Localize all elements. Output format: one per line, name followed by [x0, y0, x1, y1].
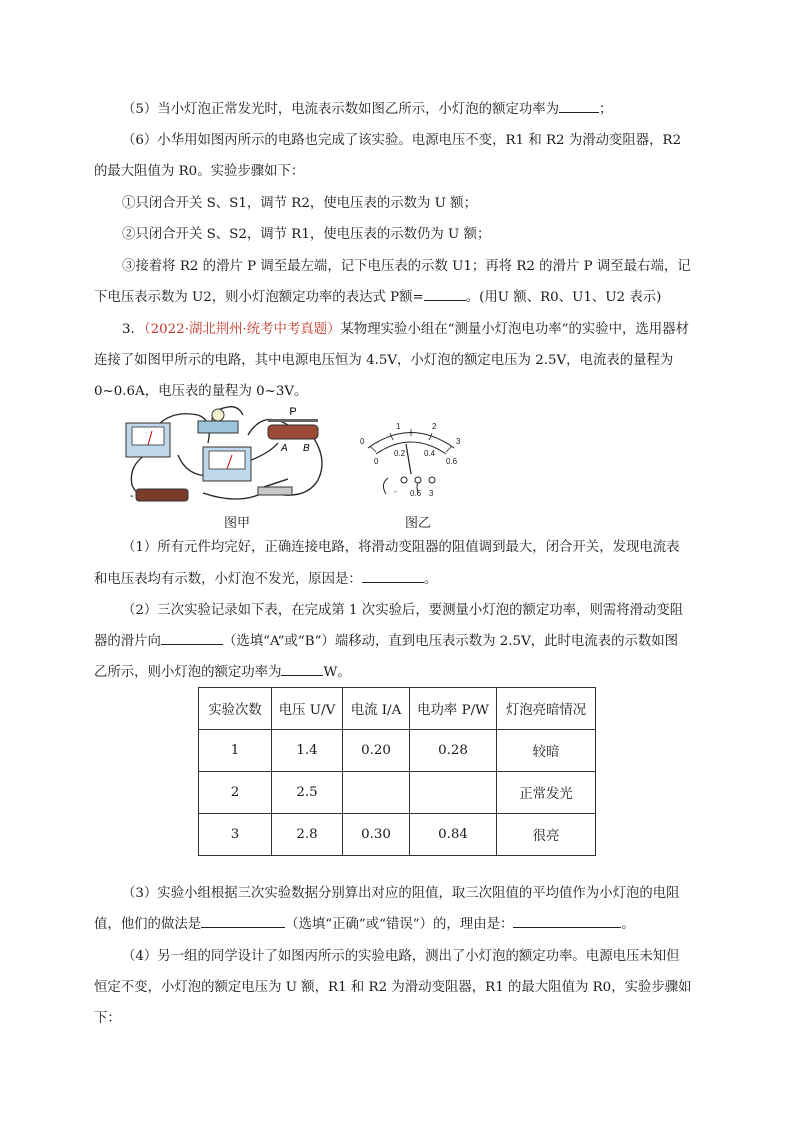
q1-line-1: （1）所有元件均完好，正确连接电路，将滑动变阻器的阻值调到最大，闭合开关，发现电流表: [122, 540, 680, 555]
scale-bottom-04: 0.4: [424, 449, 436, 458]
battery: [136, 489, 188, 501]
table-row: [199, 814, 596, 856]
q3-line-1: （3）实验小组根据三次实验数据分别算出对应的阻值，取三次阻值的平均值作为小灯泡的电阻: [122, 886, 680, 901]
voltmeter-dial: [209, 451, 245, 469]
answer-blank[interactable]: [513, 913, 621, 928]
bulb-icon: [212, 409, 224, 421]
q5-line: [122, 95, 700, 125]
q4-line-2: 恒定不变，小灯泡的额定电压为 U 额，R1 和 R2 为滑动变阻器，R1 的最大阻值为 R0，实验步骤如: [94, 980, 692, 995]
q3-intro-line-3: 0~0.6A，电压表的量程为 0~3V。: [94, 384, 308, 399]
q2-line-1: （2）三次实验记录如下表，在完成第 1 次实验后，要测量小灯泡的额定功率，则需将滑动变阻: [122, 603, 684, 618]
rheostat-rail: [268, 419, 318, 422]
switch: [258, 487, 292, 495]
scale-top-3: 3: [456, 437, 461, 446]
q2-line-2: [94, 627, 700, 657]
table-cell: 2.5: [272, 772, 343, 814]
figure-jia-caption: 图甲: [224, 516, 251, 531]
scale-top-0: 0: [360, 437, 365, 446]
table-header: 电压 U/V: [272, 688, 343, 730]
answer-blank[interactable]: [559, 98, 599, 113]
table-row: [199, 772, 596, 814]
wire: [383, 478, 388, 494]
table-header: 灯泡亮暗情况: [497, 688, 596, 730]
q3-intro-line-1: [122, 315, 700, 345]
scale-bottom-02: 0.2: [394, 449, 406, 458]
label-b: B: [303, 443, 310, 454]
scale-top-2: 2: [432, 422, 437, 431]
circuit-figure-jia: [118, 405, 328, 507]
data-table: [198, 687, 596, 856]
figure-yi-caption: 图乙: [405, 516, 432, 531]
table-cell: 0.28: [410, 730, 497, 772]
question-source: （2022·湖北荆州·统考中考真题）: [143, 322, 341, 337]
q3-text: 值，他们的做法是: [94, 917, 202, 932]
q4-line-3: 下：: [94, 1011, 121, 1026]
answer-blank[interactable]: [362, 568, 424, 583]
q2-text-2: 乙所示，则小灯泡的额定功率为: [94, 665, 282, 680]
terminal-icon: [415, 477, 421, 483]
table-header-row: [199, 688, 596, 730]
table-header: 电功率 P/W: [410, 688, 497, 730]
table-cell-empty[interactable]: [410, 772, 497, 814]
q3-line-2: [94, 910, 700, 940]
label-a: A: [281, 443, 288, 454]
table-row: [199, 730, 596, 772]
scale-bottom-0: 0: [374, 457, 379, 466]
scale-top-1: 1: [396, 422, 401, 431]
table-header: 实验次数: [199, 688, 272, 730]
q2-line-3: [94, 658, 700, 688]
terminal-icon: [401, 477, 407, 483]
table-cell: 0.20: [343, 730, 410, 772]
q6-line-1: （6）小华用如图丙所示的电路也完成了该实验。电源电压不变，R1 和 R2 为滑动变阻器，R2: [122, 133, 682, 148]
table-cell: 3: [199, 814, 272, 856]
rheostat: [268, 425, 318, 439]
answer-blank[interactable]: [281, 661, 323, 676]
q4-line-1: （4）另一组的同学设计了如图丙所示的实验电路，测出了小灯泡的额定功率。电源电压未知但: [122, 949, 680, 964]
table-cell: 1: [199, 730, 272, 772]
terminal-minus: -: [394, 487, 397, 496]
q3-intro-line-2: 连接了如图甲所示的电路，其中电源电压恒为 4.5V，小灯泡的额定电压为 2.5V，电流表的量程为: [94, 353, 674, 368]
lamp-holder: [198, 421, 238, 433]
dial-ticks: [370, 429, 452, 452]
wire: [203, 493, 263, 499]
answer-blank[interactable]: [161, 630, 223, 645]
q2-tail: （选填“A”或“B”）端移动，直到电压表示数为 2.5V，此时电流表的示数如图: [222, 634, 679, 649]
table-cell: 较暗: [497, 730, 596, 772]
terminal-06: 0.6: [410, 489, 422, 498]
q3-text-2: （选填“正确”或“错误”）的，理由是：: [285, 917, 514, 932]
q1-tail: 。: [423, 572, 438, 587]
q1-text: 和电压表均有示数，小灯泡不发光，原因是：: [94, 572, 362, 587]
table-cell: 2.8: [272, 814, 343, 856]
scale-bottom-06: 0.6: [446, 457, 458, 466]
ammeter-dial-figure-yi: [356, 412, 466, 502]
table-cell-empty[interactable]: [343, 772, 410, 814]
table-cell: 0.30: [343, 814, 410, 856]
terminal-icon: [429, 477, 435, 483]
q3-tail: 。: [621, 917, 635, 932]
dial-arc-inner: [376, 442, 446, 454]
table-header: 电流 I/A: [343, 688, 410, 730]
answer-blank[interactable]: [424, 286, 466, 301]
step-1: ①只闭合开关 S、S1，调节 R2，使电压表的示数为 U 额；: [122, 196, 477, 211]
ammeter-dial: [132, 427, 164, 445]
q2-unit: W。: [323, 665, 351, 680]
answer-blank[interactable]: [201, 913, 285, 928]
switch-lever: [264, 479, 288, 487]
table-cell: 很亮: [497, 814, 596, 856]
table-cell: 1.4: [272, 730, 343, 772]
label-p: P: [289, 406, 297, 418]
step-2: ②只闭合开关 S、S2，调节 R1，使电压表的示数仍为 U 额；: [122, 227, 491, 242]
step-3-tail: 。(用U 额、R0、U1、U2 表示): [465, 290, 662, 305]
q2-text: 器的滑片向: [94, 634, 161, 649]
q5-text: （5）当小灯泡正常发光时，电流表示数如图乙所示，小灯泡的额定功率为: [122, 102, 560, 117]
question-number: 3．: [122, 322, 144, 337]
q3-intro-text: 某物理实验小组在“测量小灯泡电功率”的实验中，选用器材: [340, 322, 689, 337]
dial-pointer: [406, 444, 411, 474]
q1-line-2: [94, 565, 700, 595]
table-cell: 0.84: [410, 814, 497, 856]
step-3-line-2: [94, 283, 700, 313]
step-3-text: 下电压表示数为 U2，则小灯泡额定功率的表达式 P额=: [94, 290, 424, 305]
terminal-3: 3: [429, 489, 434, 498]
table-cell: 2: [199, 772, 272, 814]
battery-minus-label: -: [130, 490, 134, 502]
q6-line-2: 的最大阻值为 R0。实验步骤如下：: [94, 164, 305, 179]
step-3-line-1: ③接着将 R2 的滑片 P 调至最左端，记下电压表的示数 U1；再将 R2 的滑片 P 调至最右端，记: [122, 259, 691, 274]
q5-tail: ；: [599, 102, 613, 117]
table-cell: 正常发光: [497, 772, 596, 814]
